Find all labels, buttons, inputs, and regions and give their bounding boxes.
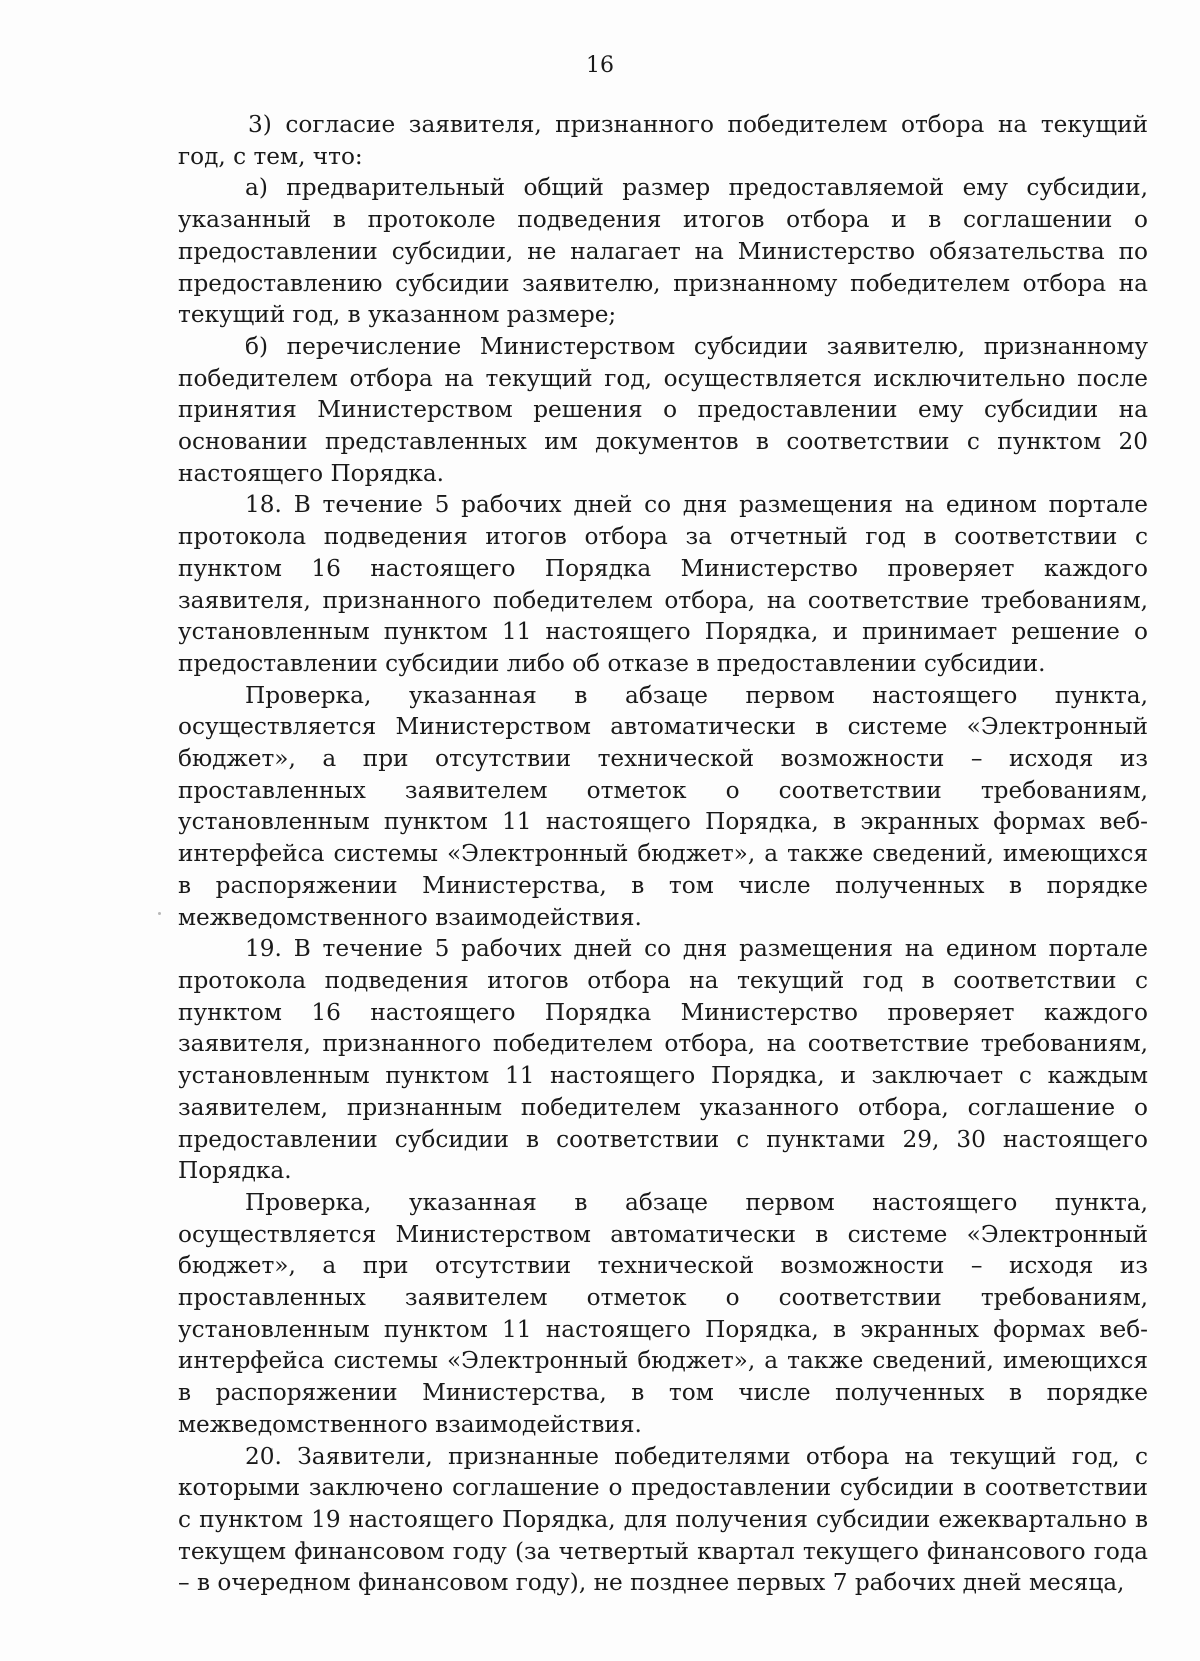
page-number: 16 — [586, 53, 614, 78]
scan-speck — [158, 912, 161, 915]
document-body — [178, 109, 1148, 1599]
paragraph-clause-18: 18. В течение 5 рабочих дней со дня размещения на едином портале протокола подведения итогов отбора за отчетный год в соответствии с пунктом 16 настоящего Порядка Министерство проверяет каждого заявителя, признанного победителем отбора, на соответствие требованиям, установленным пунктом 11 настоящего Порядка, и принимает решение о предоставлении субсидии либо об отказе в предоставлении субсидии. — [178, 491, 1148, 677]
paragraph-clause-19-check: Проверка, указанная в абзаце первом настоящего пункта, осуществляется Министерством автоматически в системе «Электронный бюджет», а при отсутствии технической возможности – исходя из проставленных заявителем отметок о соответствии требованиям, установленным пунктом 11 настоящего Порядка, в экранных формах веб-интерфейса системы «Электронный бюджет», а также сведений, имеющихся в распоряжении Министерства, в том числе полученных в порядке межведомственного взаимодействия. — [178, 1188, 1148, 1438]
paragraph-clause-19: 19. В течение 5 рабочих дней со дня размещения на едином портале протокола подведения итогов отбора на текущий год в соответствии с пунктом 16 настоящего Порядка Министерство проверяет каждого заявителя, признанного победителем отбора, на соответствие требованиям, установленным пунктом 11 настоящего Порядка, и заключает с каждым заявителем, признанным победителем указанного отбора, соглашение о предоставлении субсидии в соответствии с пунктами 29, 30 настоящего Порядка. — [178, 935, 1148, 1185]
paragraph-clause-20: 20. Заявители, признанные победителями отбора на текущий год, с которыми заключено соглашение о предоставлении субсидии в соответствии с пунктом 19 настоящего Порядка, для получения субсидии ежеквартально в текущем финансовом году (за четвертый квартал текущего финансового года – в очередном финансовом году), не позднее первых 7 рабочих дней месяца, — [178, 1442, 1148, 1597]
paragraph-subitem-b: б) перечисление Министерством субсидии заявителю, признанному победителем отбора на текущий год, осуществляется исключительно после принятия Министерством решения о предоставлении ему субсидии на основании представленных им документов в соответствии с пунктом 20 настоящего Порядка. — [178, 332, 1148, 487]
paragraph-subitem-a: а) предварительный общий размер предоставляемой ему субсидии, указанный в протоколе подведения итогов отбора и в соглашении о предоставлении субсидии, не налагает на Министерство обязательства по предоставлению субсидии заявителю, признанному победителем отбора на текущий год, в указанном размере; — [178, 174, 1148, 329]
paragraph-item-3: 3) согласие заявителя, признанного победителем отбора на текущий год, с тем, что: — [178, 111, 1148, 170]
paragraph-clause-18-check: Проверка, указанная в абзаце первом настоящего пункта, осуществляется Министерством автоматически в системе «Электронный бюджет», а при отсутствии технической возможности – исходя из проставленных заявителем отметок о соответствии требованиям, установленным пунктом 11 настоящего Порядка, в экранных формах веб-интерфейса системы «Электронный бюджет», а также сведений, имеющихся в распоряжении Министерства, в том числе полученных в порядке межведомственного взаимодействия. — [178, 681, 1148, 931]
